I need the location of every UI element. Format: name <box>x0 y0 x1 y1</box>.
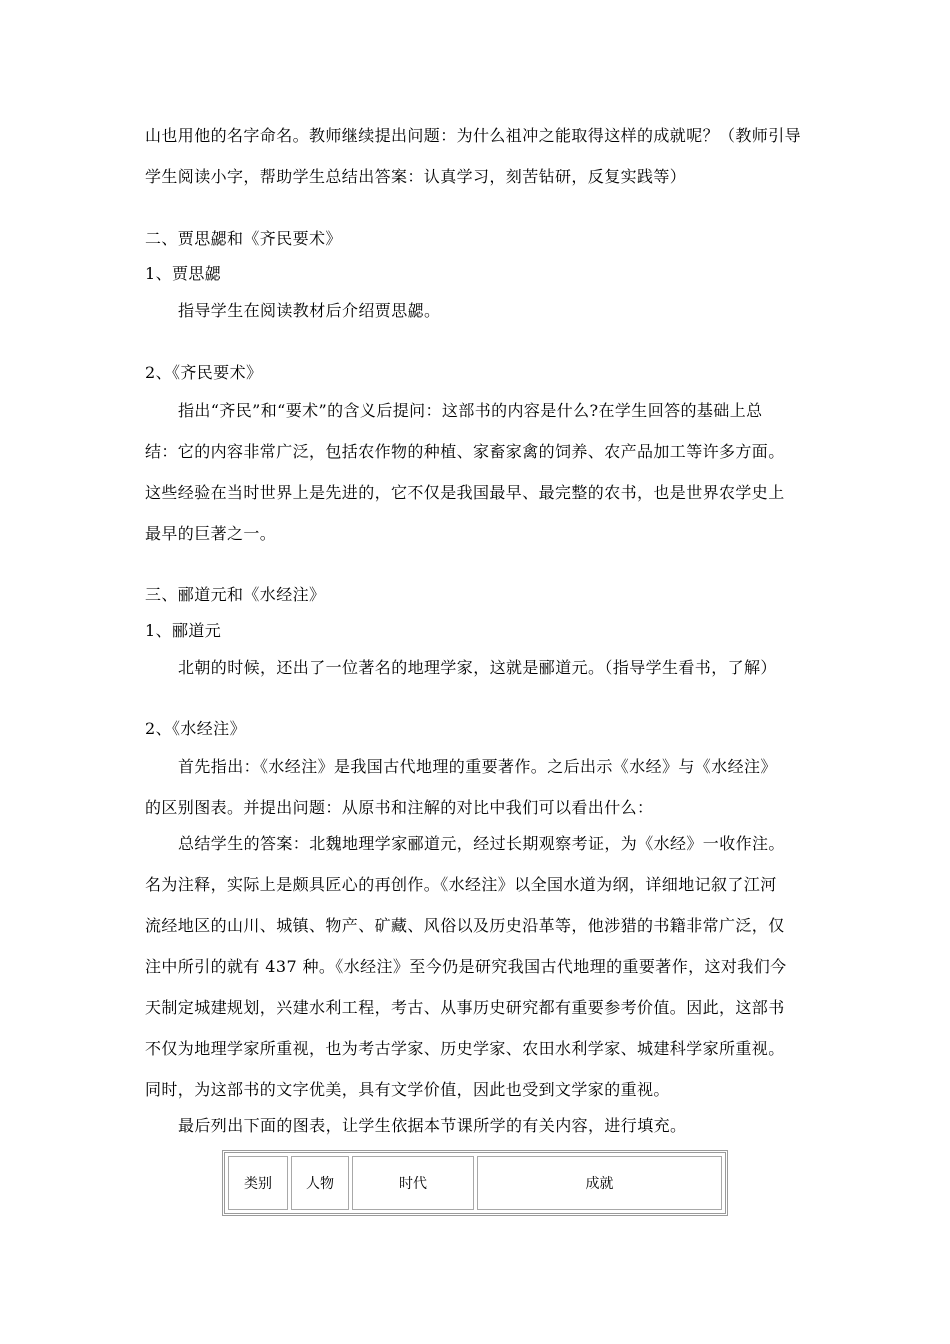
subsection-heading: 1、贾思勰 <box>145 264 222 283</box>
subsection-heading: 2、《齐民要术》 <box>145 363 263 382</box>
paragraph-line: 北朝的时候，还出了一位著名的地理学家，这就是郦道元。（指导学生看书，了解） <box>178 658 777 677</box>
paragraph-line: 结：它的内容非常广泛，包括农作物的种植、家畜家禽的饲养、农产品加工等许多方面。 <box>145 442 785 461</box>
paragraph-line: 同时，为这部书的文字优美，具有文学价值，因此也受到文学家的重视。 <box>145 1080 670 1099</box>
fill-in-table <box>222 1150 728 1216</box>
paragraph-line: 指导学生在阅读教材后介绍贾思勰。 <box>178 301 441 320</box>
table-header-row <box>228 1156 722 1210</box>
section-heading: 二、贾思勰和《齐民要术》 <box>145 229 342 248</box>
section-heading: 三、郦道元和《水经注》 <box>145 585 326 604</box>
paragraph-line: 最后列出下面的图表，让学生依据本节课所学的有关内容，进行填充。 <box>178 1116 687 1135</box>
paragraph-line: 总结学生的答案：北魏地理学家郦道元，经过长期观察考证，为《水经》一收作注。 <box>178 834 785 853</box>
paragraph-line: 天制定城建规划，兴建水利工程，考古、从事历史研究都有重要参考价值。因此，这部书 <box>145 998 785 1017</box>
paragraph-line: 学生阅读小字，帮助学生总结出答案：认真学习，刻苦钻研，反复实践等） <box>145 167 687 186</box>
paragraph-line: 注中所引的就有 437 种。《水经注》至今仍是研究我国古代地理的重要著作，这对我们今 <box>145 957 787 976</box>
paragraph-line: 的区别图表。并提出问题：从原书和注解的对比中我们可以看出什么： <box>145 798 654 817</box>
paragraph-line: 流经地区的山川、城镇、物产、矿藏、风俗以及历史沿革等，他涉猎的书籍非常广泛，仅 <box>145 916 785 935</box>
paragraph-line: 首先指出：《水经注》是我国古代地理的重要著作。之后出示《水经》与《水经注》 <box>178 757 777 776</box>
paragraph-line: 指出“齐民”和“要术”的含义后提问：这部书的内容是什么?在学生回答的基础上总 <box>178 401 763 420</box>
table-header-era: 时代 <box>352 1156 474 1210</box>
paragraph-line: 不仅为地理学家所重视，也为考古学家、历史学家、农田水利学家、城建科学家所重视。 <box>145 1039 785 1058</box>
subsection-heading: 2、《水经注》 <box>145 719 246 738</box>
table-header-category: 类别 <box>228 1156 288 1210</box>
paragraph-line: 最早的巨著之一。 <box>145 524 277 543</box>
table-header-person: 人物 <box>291 1156 349 1210</box>
subsection-heading: 1、郦道元 <box>145 621 222 640</box>
paragraph-line: 山也用他的名字命名。教师继续提出问题：为什么祖冲之能取得这样的成就呢？（教师引导 <box>145 126 802 145</box>
paragraph-line: 这些经验在当时世界上是先进的，它不仅是我国最早、最完整的农书，也是世界农学史上 <box>145 483 785 502</box>
table-header-achievement: 成就 <box>477 1156 722 1210</box>
paragraph-line: 名为注释，实际上是颇具匠心的再创作。《水经注》以全国水道为纲，详细地记叙了江河 <box>145 875 777 894</box>
